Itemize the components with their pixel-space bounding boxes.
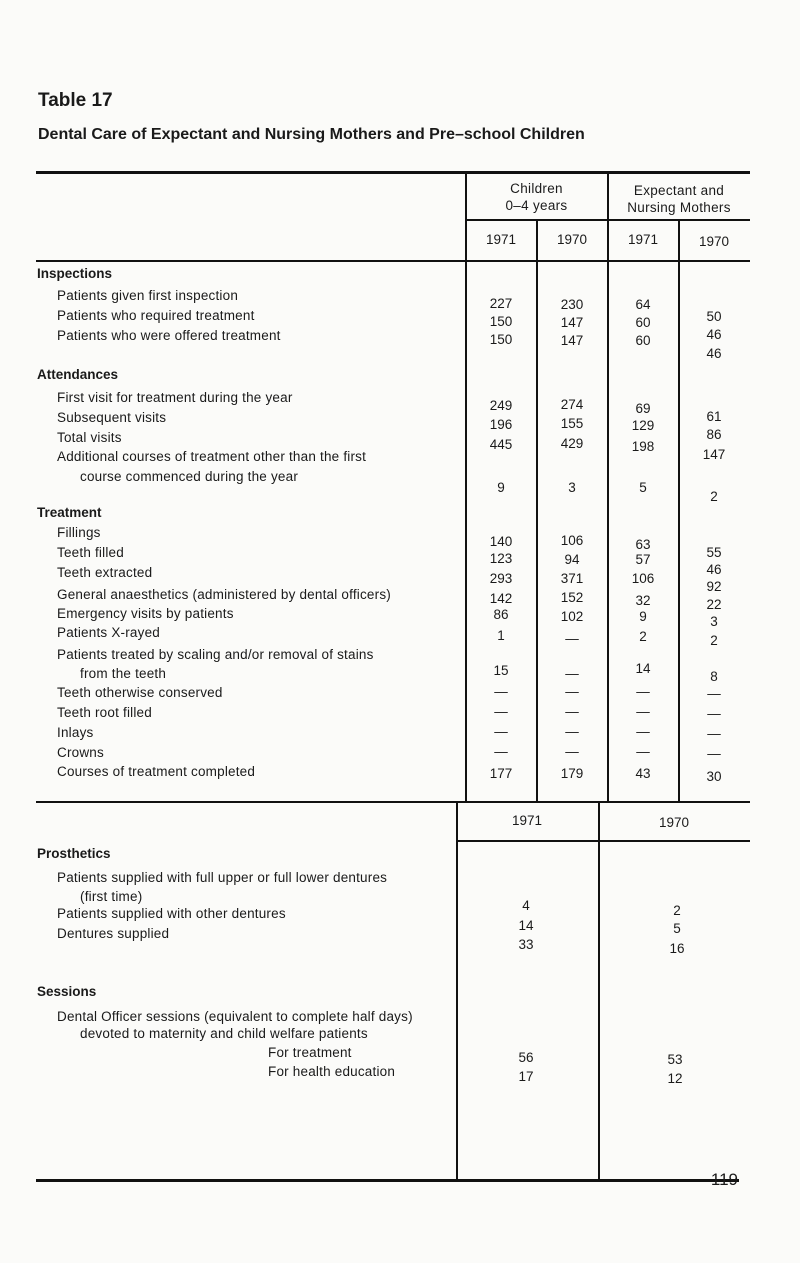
treatment-cell: 94 [564,552,580,567]
treatment-cell: — [565,631,579,646]
treatment-row-label-cont: from the teeth [80,666,167,681]
treatment-cell: 46 [706,562,722,577]
treatment-cell: — [636,684,650,699]
treatment-cell: 14 [635,661,651,676]
mothers-header [608,182,750,216]
divider-lower-v1 [456,802,458,1181]
sessions-cell: 17 [518,1069,534,1084]
prosthetics-cell: 5 [673,921,681,936]
treatment-cell: 43 [635,766,651,781]
attendances-cell: 196 [489,417,513,432]
treatment-row-label: Emergency visits by patients [57,606,234,621]
treatment-cell: 92 [706,579,722,594]
prosthetics-cell: 16 [669,941,685,956]
treatment-row-label: Teeth extracted [57,565,153,580]
treatment-row-label: Inlays [57,725,94,740]
treatment-cell: 3 [710,614,718,629]
sessions-row-label: For health education [268,1064,396,1079]
treatment-cell: — [707,686,721,701]
divider-v1 [465,172,467,802]
treatment-cell: 55 [706,545,722,560]
inspections-cell: 60 [635,333,651,348]
inspections-cell: 150 [489,314,513,329]
attendances-cell: 3 [568,480,576,495]
year-header-2: 1970 [556,232,588,247]
treatment-cell: 2 [639,629,647,644]
treatment-cell: 63 [635,537,651,552]
sessions-intro-line1: Dental Officer sessions (equivalent to complete half days) [57,1009,413,1024]
treatment-row-label: Teeth root filled [57,705,152,720]
year-header-3: 1971 [627,232,659,247]
treatment-row-label: Teeth filled [57,545,124,560]
treatment-row-label: General anaesthetics (administered by dental officers) [57,587,391,602]
prosthetics-cell: 14 [518,918,534,933]
sessions-row-label: For treatment [268,1045,352,1060]
inspections-row-label: Patients who required treatment [57,308,255,323]
mid-rule [36,801,750,803]
inspections-cell: 46 [706,346,722,361]
lower-year-header-2: 1970 [658,815,690,830]
inspections-cell: 147 [560,315,584,330]
treatment-cell: — [636,724,650,739]
table-subtitle: Dental Care of Expectant and Nursing Mothers and Pre–school Children [38,126,585,143]
attendances-cell: 69 [635,401,651,416]
treatment-cell: — [707,706,721,721]
treatment-cell: 86 [493,607,509,622]
inspections-cell: 227 [489,296,513,311]
prosthetics-row-label-cont: (first time) [80,889,143,904]
treatment-row-label: Courses of treatment completed [57,764,256,779]
treatment-cell: 2 [710,633,718,648]
treatment-cell: 152 [560,590,584,605]
divider-lower-v2 [598,802,600,1181]
treatment-cell: — [565,744,579,759]
mothers-header-line2: Nursing Mothers [627,200,731,215]
treatment-cell: 106 [631,571,655,586]
lower-year-rule [456,840,750,842]
treatment-row-label: Fillings [57,525,101,540]
attendances-cell: 155 [560,416,584,431]
sessions-cell: 56 [518,1050,534,1065]
attendances-row-label: Subsequent visits [57,410,167,425]
lower-year-header-1: 1971 [511,813,543,828]
attendances-cell: 86 [706,427,722,442]
treatment-cell: 179 [560,766,584,781]
prosthetics-heading: Prosthetics [37,846,111,861]
divider-v4 [678,220,680,802]
treatment-cell: 293 [489,571,513,586]
treatment-row-label: Crowns [57,745,104,760]
attendances-cell: 274 [560,397,584,412]
inspections-row-label: Patients who were offered treatment [57,328,281,343]
inspections-row-label: Patients given first inspection [57,288,239,303]
prosthetics-cell: 2 [673,903,681,918]
attendances-cell: 429 [560,436,584,451]
sessions-heading: Sessions [37,984,97,999]
treatment-cell: — [636,744,650,759]
treatment-cell: — [707,746,721,761]
treatment-cell: 57 [635,552,651,567]
treatment-cell: 30 [706,769,722,784]
treatment-cell: 9 [639,609,647,624]
treatment-cell: 102 [560,609,584,624]
page-number: 119 [710,1170,738,1189]
attendances-row-label-cont: course commenced during the year [80,469,299,484]
bottom-rule [36,1179,739,1182]
treatment-cell: — [494,704,508,719]
treatment-cell: — [565,704,579,719]
inspections-cell: 60 [635,315,651,330]
treatment-cell: — [565,684,579,699]
attendances-heading: Attendances [37,367,119,382]
treatment-cell: 8 [710,669,718,684]
sessions-intro-line2: devoted to maternity and child welfare patients [80,1026,368,1041]
attendances-row-label: First visit for treatment during the year [57,390,293,405]
attendances-row-label: Total visits [57,430,122,445]
treatment-cell: 140 [489,534,513,549]
treatment-heading: Treatment [37,505,102,520]
treatment-cell: 22 [706,597,722,612]
attendances-cell: 445 [489,437,513,452]
prosthetics-row-label: Patients supplied with full upper or full lower dentures [57,870,388,885]
children-header-line2: 0–4 years [505,198,568,213]
treatment-cell: 142 [489,591,513,606]
top-rule [36,171,750,174]
attendances-cell: 249 [489,398,513,413]
inspections-cell: 50 [706,309,722,324]
treatment-cell: — [494,684,508,699]
attendances-cell: 2 [710,489,718,504]
attendances-cell: 147 [702,447,726,462]
treatment-row-label: Teeth otherwise conserved [57,685,223,700]
attendances-cell: 129 [631,418,655,433]
inspections-cell: 64 [635,297,651,312]
inspections-heading: Inspections [37,266,113,281]
treatment-cell: 123 [489,551,513,566]
mothers-header-line1: Expectant and [633,183,725,198]
treatment-cell: 1 [497,628,505,643]
table-title: Table 17 [38,90,113,111]
children-header [466,180,607,214]
divider-v2 [536,220,538,802]
inspections-cell: 46 [706,327,722,342]
attendances-cell: 9 [497,480,505,495]
prosthetics-cell: 33 [518,937,534,952]
treatment-cell: 15 [493,663,509,678]
attendances-cell: 5 [639,480,647,495]
treatment-cell: 371 [560,571,584,586]
treatment-cell: 177 [489,766,513,781]
sessions-cell: 53 [667,1052,683,1067]
inspections-cell: 230 [560,297,584,312]
divider-v3 [607,172,609,802]
prosthetics-row-label: Dentures supplied [57,926,170,941]
treatment-cell: — [494,744,508,759]
year-header-4: 1970 [698,234,730,249]
treatment-cell: — [636,704,650,719]
inspections-cell: 150 [489,332,513,347]
treatment-row-label: Patients treated by scaling and/or removal of stains [57,647,374,662]
treatment-cell: 106 [560,533,584,548]
children-header-line1: Children [510,181,563,196]
attendances-row-label: Additional courses of treatment other than the first [57,449,367,464]
attendances-cell: 61 [706,409,722,424]
treatment-cell: — [565,724,579,739]
year-header-rule [36,260,750,262]
sessions-cell: 12 [667,1071,683,1086]
inspections-cell: 147 [560,333,584,348]
prosthetics-row-label: Patients supplied with other dentures [57,906,286,921]
treatment-cell: — [707,726,721,741]
year-header-1: 1971 [485,232,517,247]
prosthetics-cell: 4 [522,898,530,913]
attendances-cell: 198 [631,439,655,454]
treatment-cell: — [565,666,579,681]
treatment-cell: — [494,724,508,739]
treatment-row-label: Patients X-rayed [57,625,160,640]
treatment-cell: 32 [635,593,651,608]
